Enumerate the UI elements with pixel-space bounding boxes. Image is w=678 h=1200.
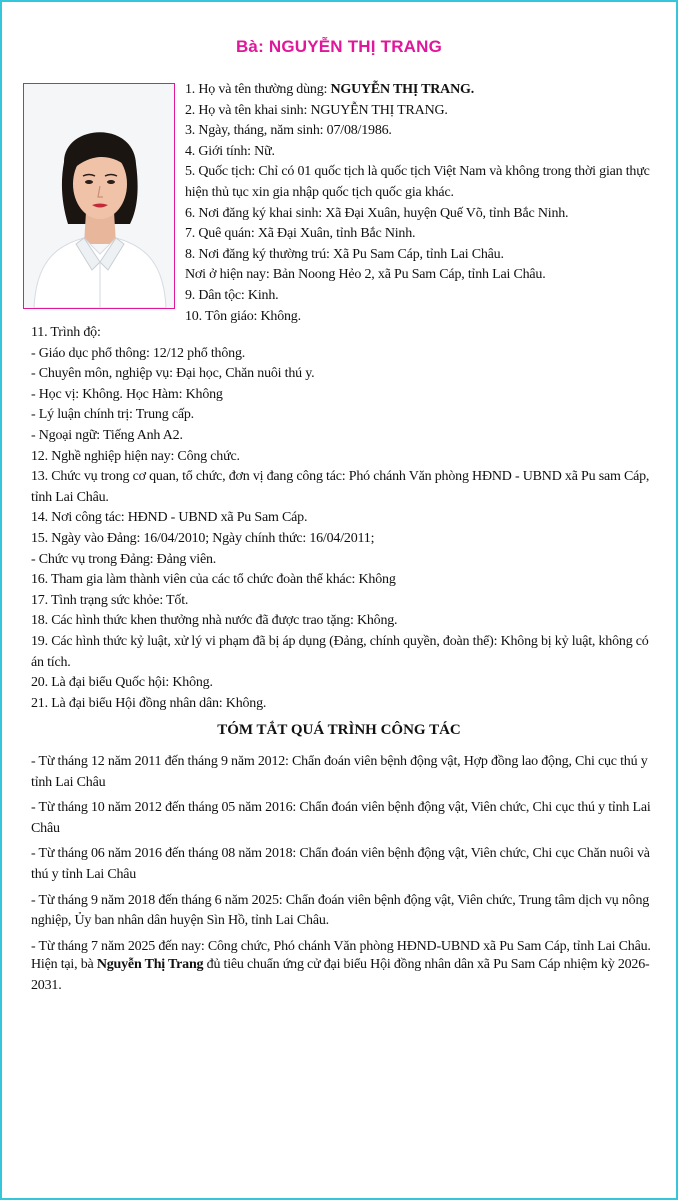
detail-line: 15. Ngày vào Đảng: 16/04/2010; Ngày chính thức: 16/04/2011; bbox=[31, 530, 375, 546]
work-entry: - Từ tháng 12 năm 2011 đến tháng 9 năm 2012: Chẩn đoán viên bệnh động vật, Hợp đồng lao động, Chi cục thú y tỉnh Lai Châu bbox=[31, 754, 648, 790]
closing-name-bold: Nguyễn Thị Trang bbox=[96, 957, 204, 973]
full-name-bold: NGUYỄN THỊ TRANG. bbox=[330, 82, 474, 97]
info-line-residence: Nơi ở hiện nay: Bản Noong Hẻo 2, xã Pu Sam Cáp, tỉnh Lai Châu. bbox=[185, 267, 546, 283]
personal-info bbox=[185, 80, 655, 327]
work-entry: - Từ tháng 10 năm 2012 đến tháng 05 năm 2016: Chẩn đoán viên bệnh động vật, Viên chức, Chi cục thú y tỉnh Lai Châu bbox=[31, 800, 651, 836]
detail-line: 18. Các hình thức khen thưởng nhà nước đã được trao tặng: Không. bbox=[31, 613, 398, 629]
info-line-4: 4. Giới tính: Nữ. bbox=[185, 143, 275, 159]
detail-line: 21. Là đại biểu Hội đồng nhân dân: Không. bbox=[31, 695, 267, 711]
detail-line: - Học vị: Không. Học Hàm: Không bbox=[31, 386, 223, 402]
detail-line: 19. Các hình thức kỷ luật, xử lý vi phạm đã bị áp dụng (Đảng, chính quyền, đoàn thể): Không bị kỷ luật, không có án tích. bbox=[31, 633, 649, 670]
work-entry: - Từ tháng 7 năm 2025 đến nay: Công chức, Phó chánh Văn phòng HĐND-UBND xã Pu Sam Cáp, tỉnh Lai Châu. bbox=[31, 938, 651, 954]
info-line-5: 5. Quốc tịch: Chỉ có 01 quốc tịch là quốc tịch Việt Nam và không trong thời gian thực hiện thủ tục xin gia nhập quốc tịch quốc gia khác. bbox=[185, 164, 650, 200]
candidate-title: Bà: NGUYỄN THỊ TRANG bbox=[235, 37, 443, 56]
info-line-2: 2. Họ và tên khai sinh: NGUYỄN THỊ TRANG. bbox=[185, 102, 448, 118]
work-entry: - Từ tháng 06 năm 2016 đến tháng 08 năm 2018: Chẩn đoán viên bệnh động vật, Viên chức, Chi cục Chăn nuôi và thú y tỉnh Lai Châu bbox=[31, 846, 650, 882]
info-line-10: 10. Tôn giáo: Không. bbox=[185, 308, 301, 324]
detail-line: 16. Tham gia làm thành viên của các tổ chức đoàn thể khác: Không bbox=[31, 572, 396, 588]
info-line-1: 1. Họ và tên thường dùng: NGUYỄN THỊ TRANG. bbox=[185, 82, 474, 97]
detail-line: - Chuyên môn, nghiệp vụ: Đại học, Chăn nuôi thú y. bbox=[31, 366, 315, 382]
detail-line: 20. Là đại biểu Quốc hội: Không. bbox=[31, 675, 213, 691]
work-history-heading: TÓM TẮT QUÁ TRÌNH CÔNG TÁC bbox=[217, 722, 461, 738]
detail-line: - Ngoại ngữ: Tiếng Anh A2. bbox=[31, 427, 183, 443]
detail-info bbox=[31, 323, 651, 714]
detail-line: - Giáo dục phổ thông: 12/12 phổ thông. bbox=[31, 345, 246, 361]
info-line-9: 9. Dân tộc: Kinh. bbox=[185, 287, 279, 303]
candidate-photo bbox=[23, 83, 175, 309]
detail-line: 11. Trình độ: bbox=[31, 325, 101, 340]
info-line-3: 3. Ngày, tháng, năm sinh: 07/08/1986. bbox=[185, 123, 392, 139]
info-line-7: 7. Quê quán: Xã Đại Xuân, tỉnh Bắc Ninh. bbox=[185, 226, 416, 242]
work-history bbox=[31, 752, 651, 997]
detail-line: 13. Chức vụ trong cơ quan, tổ chức, đơn vị đang công tác: Phó chánh Văn phòng HĐND - UBND xã Pu sam Cáp, tỉnh Lai Châu. bbox=[31, 469, 650, 505]
detail-line: 14. Nơi công tác: HĐND - UBND xã Pu Sam Cáp. bbox=[31, 510, 308, 526]
work-entry: - Từ tháng 9 năm 2018 đến tháng 6 năm 2025: Chẩn đoán viên bệnh động vật, Viên chức, Trung tâm dịch vụ nông nghiệp, Ủy ban nhân dân huyện Sìn Hồ, tỉnh Lai Châu. bbox=[31, 892, 650, 929]
detail-line: 12. Nghề nghiệp hiện nay: Công chức. bbox=[31, 448, 240, 464]
info-line-8: 8. Nơi đăng ký thường trú: Xã Pu Sam Cáp, tỉnh Lai Châu. bbox=[185, 246, 504, 262]
detail-line: - Chức vụ trong Đảng: Đảng viên. bbox=[31, 551, 217, 567]
closing-statement: Hiện tại, bà Nguyễn Thị Trang đủ tiêu chuẩn ứng cử đại biểu Hội đồng nhân dân xã Pu Sam Cáp nhiệm kỳ 2026-2031. bbox=[31, 957, 650, 993]
info-line-6: 6. Nơi đăng ký khai sinh: Xã Đại Xuân, huyện Quế Võ, tỉnh Bắc Ninh. bbox=[185, 205, 569, 221]
detail-line: - Lý luận chính trị: Trung cấp. bbox=[31, 407, 194, 423]
detail-line: 17. Tình trạng sức khỏe: Tốt. bbox=[31, 592, 189, 608]
